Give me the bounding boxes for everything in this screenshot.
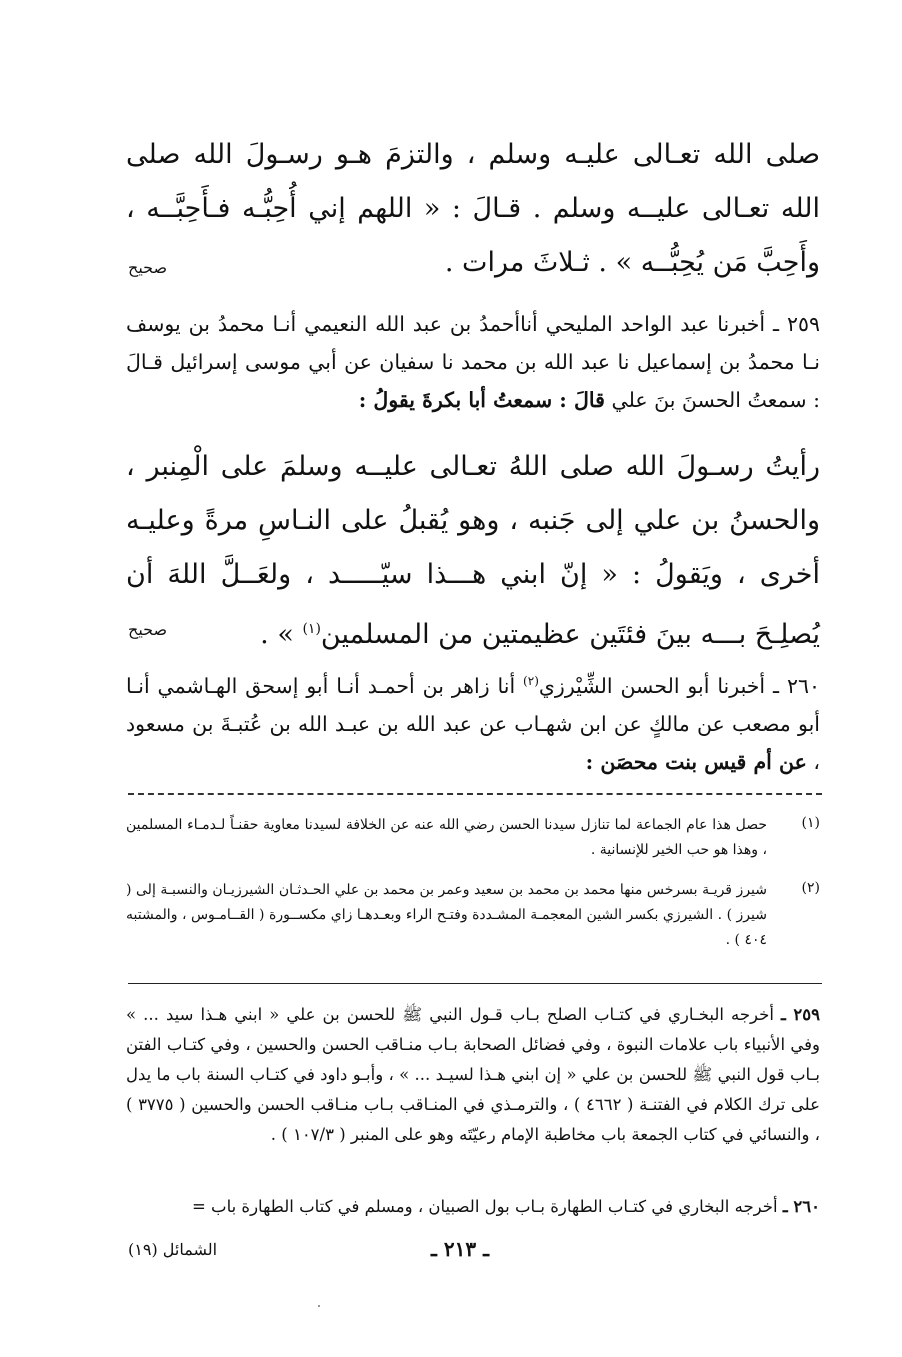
hadith-260-isnad-bold: عن أم قيس بنت محصَن : (585, 749, 807, 774)
hadith-grade-1: صحيح (128, 258, 168, 277)
takhrij-260-text: أخرجه البخاري في كتـاب الطهارة بـاب بول الصبيان ، ومسلم في كتاب الطهارة باب = (191, 1197, 783, 1216)
hadith-259-isnad (126, 305, 820, 419)
hadith-259-matn-text: رأيتُ رسـولَ الله صلى اللهُ تعـالى عليــه وسلمَ على الْمِنبر ، والحسنُ بن علي إلى جَنبه ، وهو يُقبلُ على النـاسِ مرةً وعليـه أخرى ، ويَقولُ : « إنّ ابني هـــذا سيّـــــد ، ولعَــلَّ اللهَ أن يُصلِـحَ بـــه بينَ فئتَين عظيمتين من المسلمين (126, 451, 820, 650)
footnote-1-number: (١) (801, 815, 820, 831)
hadith-grade-259: صحيح (128, 620, 168, 639)
takhrij-260-number: ٢٦٠ ـ (782, 1197, 820, 1216)
hadith-259-isnad-bold: قالَ : سمعتُ أبا بكرةَ يقولُ : (358, 388, 605, 412)
footnote-marker-1: (١) (302, 621, 321, 637)
signature-mark: الشمائل (١٩) (128, 1240, 218, 1259)
page-number: ـ ٢١٣ ـ (431, 1237, 489, 1261)
footnote-2-text: شيرز قريـة بسرخس منها محمد بن محمد بن سعيد وعمر بن محمد بن علي الحـدثـان الشيرزيـان والنسبـة إلى ( شيرز ) . الشيرزي بكسر الشين المعجمـة المشـددة وفتـح الراء وبعـدهـا زاي مكســورة ( القــامـوس ، والمشتبه ٤٠٤ ) . (126, 882, 767, 948)
scan-speck (318, 1305, 320, 1307)
hadith-continuation-text: صلى الله تعـالى عليـه وسلم ، والتزمَ هـو رسـولَ الله صلى الله تعـالى عليــه وسلم . قـالَ : « اللهم إني أُحِبُّـه فـأَحِبَّــه ، وأَحِبَّ مَن يُحِبُّــه » . ثـلاثَ مرات . (126, 139, 820, 278)
hadith-259-matn (126, 440, 820, 662)
takhrij-259-text: أخرجه البخـاري في كتـاب الصلح بـاب قـول النبي ﷺ للحسن بن علي « ابني هـذا سيد ... » وفي الأنبياء باب علامات النبوة ، وفي فضائل الصحابة بـاب منـاقب الحسن والحسين ، وفي كتـاب الفتن بـاب قول النبي ﷺ للحسن بن علي « إن ابني هـذا لسيـد ... » ، وأبـو داود في كتـاب السنة باب ما يدل على ترك الكلام في الفتنـة ( ٤٦٦٢ ) ، والترمـذي في المنـاقب بـاب منـاقب الحسن والحسين ( ٣٧٧٥ ) ، والنسائي في كتاب الجمعة باب مخاطبة الإمام رعيّتَه وهو على المنبر ( ١٠٧/٣ ) . (126, 1005, 820, 1144)
hadith-260-isnad (126, 662, 820, 781)
hadith-260-isnad-b: أنا زاهر بن أحمـد أنـا أبو إسحق الهـاشمي أنـا أبو مصعب عن مالكٍ عن ابن شهـاب عن عبد الله بن عبـد الله بن عُتبـةَ بن مسعود ، (126, 673, 820, 774)
footnote-1-text: حصل هذا عام الجماعة لما تنازل سيدنا الحسن رضي الله عنه عن الخلافة لسيدنا معاوية حقنـاً لـدمـاء المسلمين ، وهذا هو حب الخير للإنسانية . (126, 817, 767, 858)
hadith-259-isnad-text: ٢٥٩ ـ أخبرنا عبد الواحد المليحي أناأحمدُ بن عبد الله النعيمي أنـا محمدُ بن يوسف نـا محمدُ بن إسماعيل نا عبد الله بن محمد نا سفيان عن أبي موسى إسرائيل قـالَ : سمعتُ الحسنَ بنَ علي (126, 312, 820, 412)
hadith-continuation (126, 128, 820, 290)
takhrij-260 (126, 1192, 820, 1222)
footnote-2-number: (٢) (801, 880, 820, 896)
takhrij-259 (126, 1000, 820, 1150)
hadith-260-isnad-a: ٢٦٠ ـ أخبرنا أبو الحسن الشِّيْرزي (538, 673, 820, 698)
hadith-259-matn-end: » . (260, 619, 303, 650)
takhrij-259-number: ٢٥٩ ـ (781, 1005, 820, 1024)
footnote-marker-2: (٢) (523, 674, 539, 688)
takhrij-separator (128, 983, 822, 984)
footnote-separator (128, 793, 822, 795)
